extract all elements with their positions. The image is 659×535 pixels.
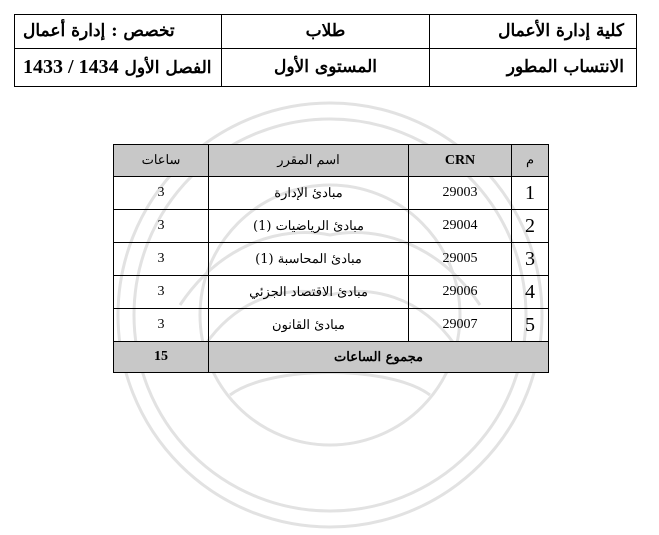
row-crn: 29005: [409, 243, 512, 276]
program-name: الانتساب المطور: [429, 48, 636, 86]
row-hours: 3: [114, 177, 209, 210]
total-hours-value: 15: [114, 342, 209, 373]
row-crn: 29003: [409, 177, 512, 210]
semester-label: الفصل الأول: [124, 57, 212, 78]
table-row: [114, 309, 549, 342]
row-index: 1: [512, 177, 549, 210]
level-label: المستوى الأول: [222, 48, 429, 86]
column-header-course-name: اسم المقرر: [209, 145, 409, 177]
row-crn: 29006: [409, 276, 512, 309]
row-course-name: مبادئ المحاسبة (1): [209, 243, 409, 276]
row-index: 5: [512, 309, 549, 342]
column-header-crn: CRN: [409, 145, 512, 177]
column-header-index: م: [512, 145, 549, 177]
college-name: كلية إدارة الأعمال: [429, 15, 636, 49]
row-crn: 29004: [409, 210, 512, 243]
row-hours: 3: [114, 210, 209, 243]
total-hours-label: مجموع الساعات: [209, 342, 549, 373]
row-course-name: مبادئ الإدارة: [209, 177, 409, 210]
row-course-name: مبادئ الرياضيات (1): [209, 210, 409, 243]
column-header-hours: ساعات: [114, 145, 209, 177]
semester-years: 1434 / 1433: [23, 55, 119, 78]
row-index: 3: [512, 243, 549, 276]
table-row: [114, 210, 549, 243]
total-row: [114, 342, 549, 373]
row-course-name: مبادئ الاقتصاد الجزئي: [209, 276, 409, 309]
row-hours: 3: [114, 309, 209, 342]
row-index: 4: [512, 276, 549, 309]
row-crn: 29007: [409, 309, 512, 342]
row-course-name: مبادئ القانون: [209, 309, 409, 342]
table-header-row: [114, 145, 549, 177]
courses-table: [113, 144, 549, 373]
student-label: طلاب: [222, 15, 429, 49]
row-hours: 3: [114, 243, 209, 276]
row-hours: 3: [114, 276, 209, 309]
table-row: [114, 243, 549, 276]
semester-cell: [15, 48, 222, 86]
table-row: [114, 276, 549, 309]
row-index: 2: [512, 210, 549, 243]
specialization: تخصص : إدارة أعمال: [15, 15, 222, 49]
table-row: [114, 177, 549, 210]
header-info-table: [14, 14, 637, 87]
